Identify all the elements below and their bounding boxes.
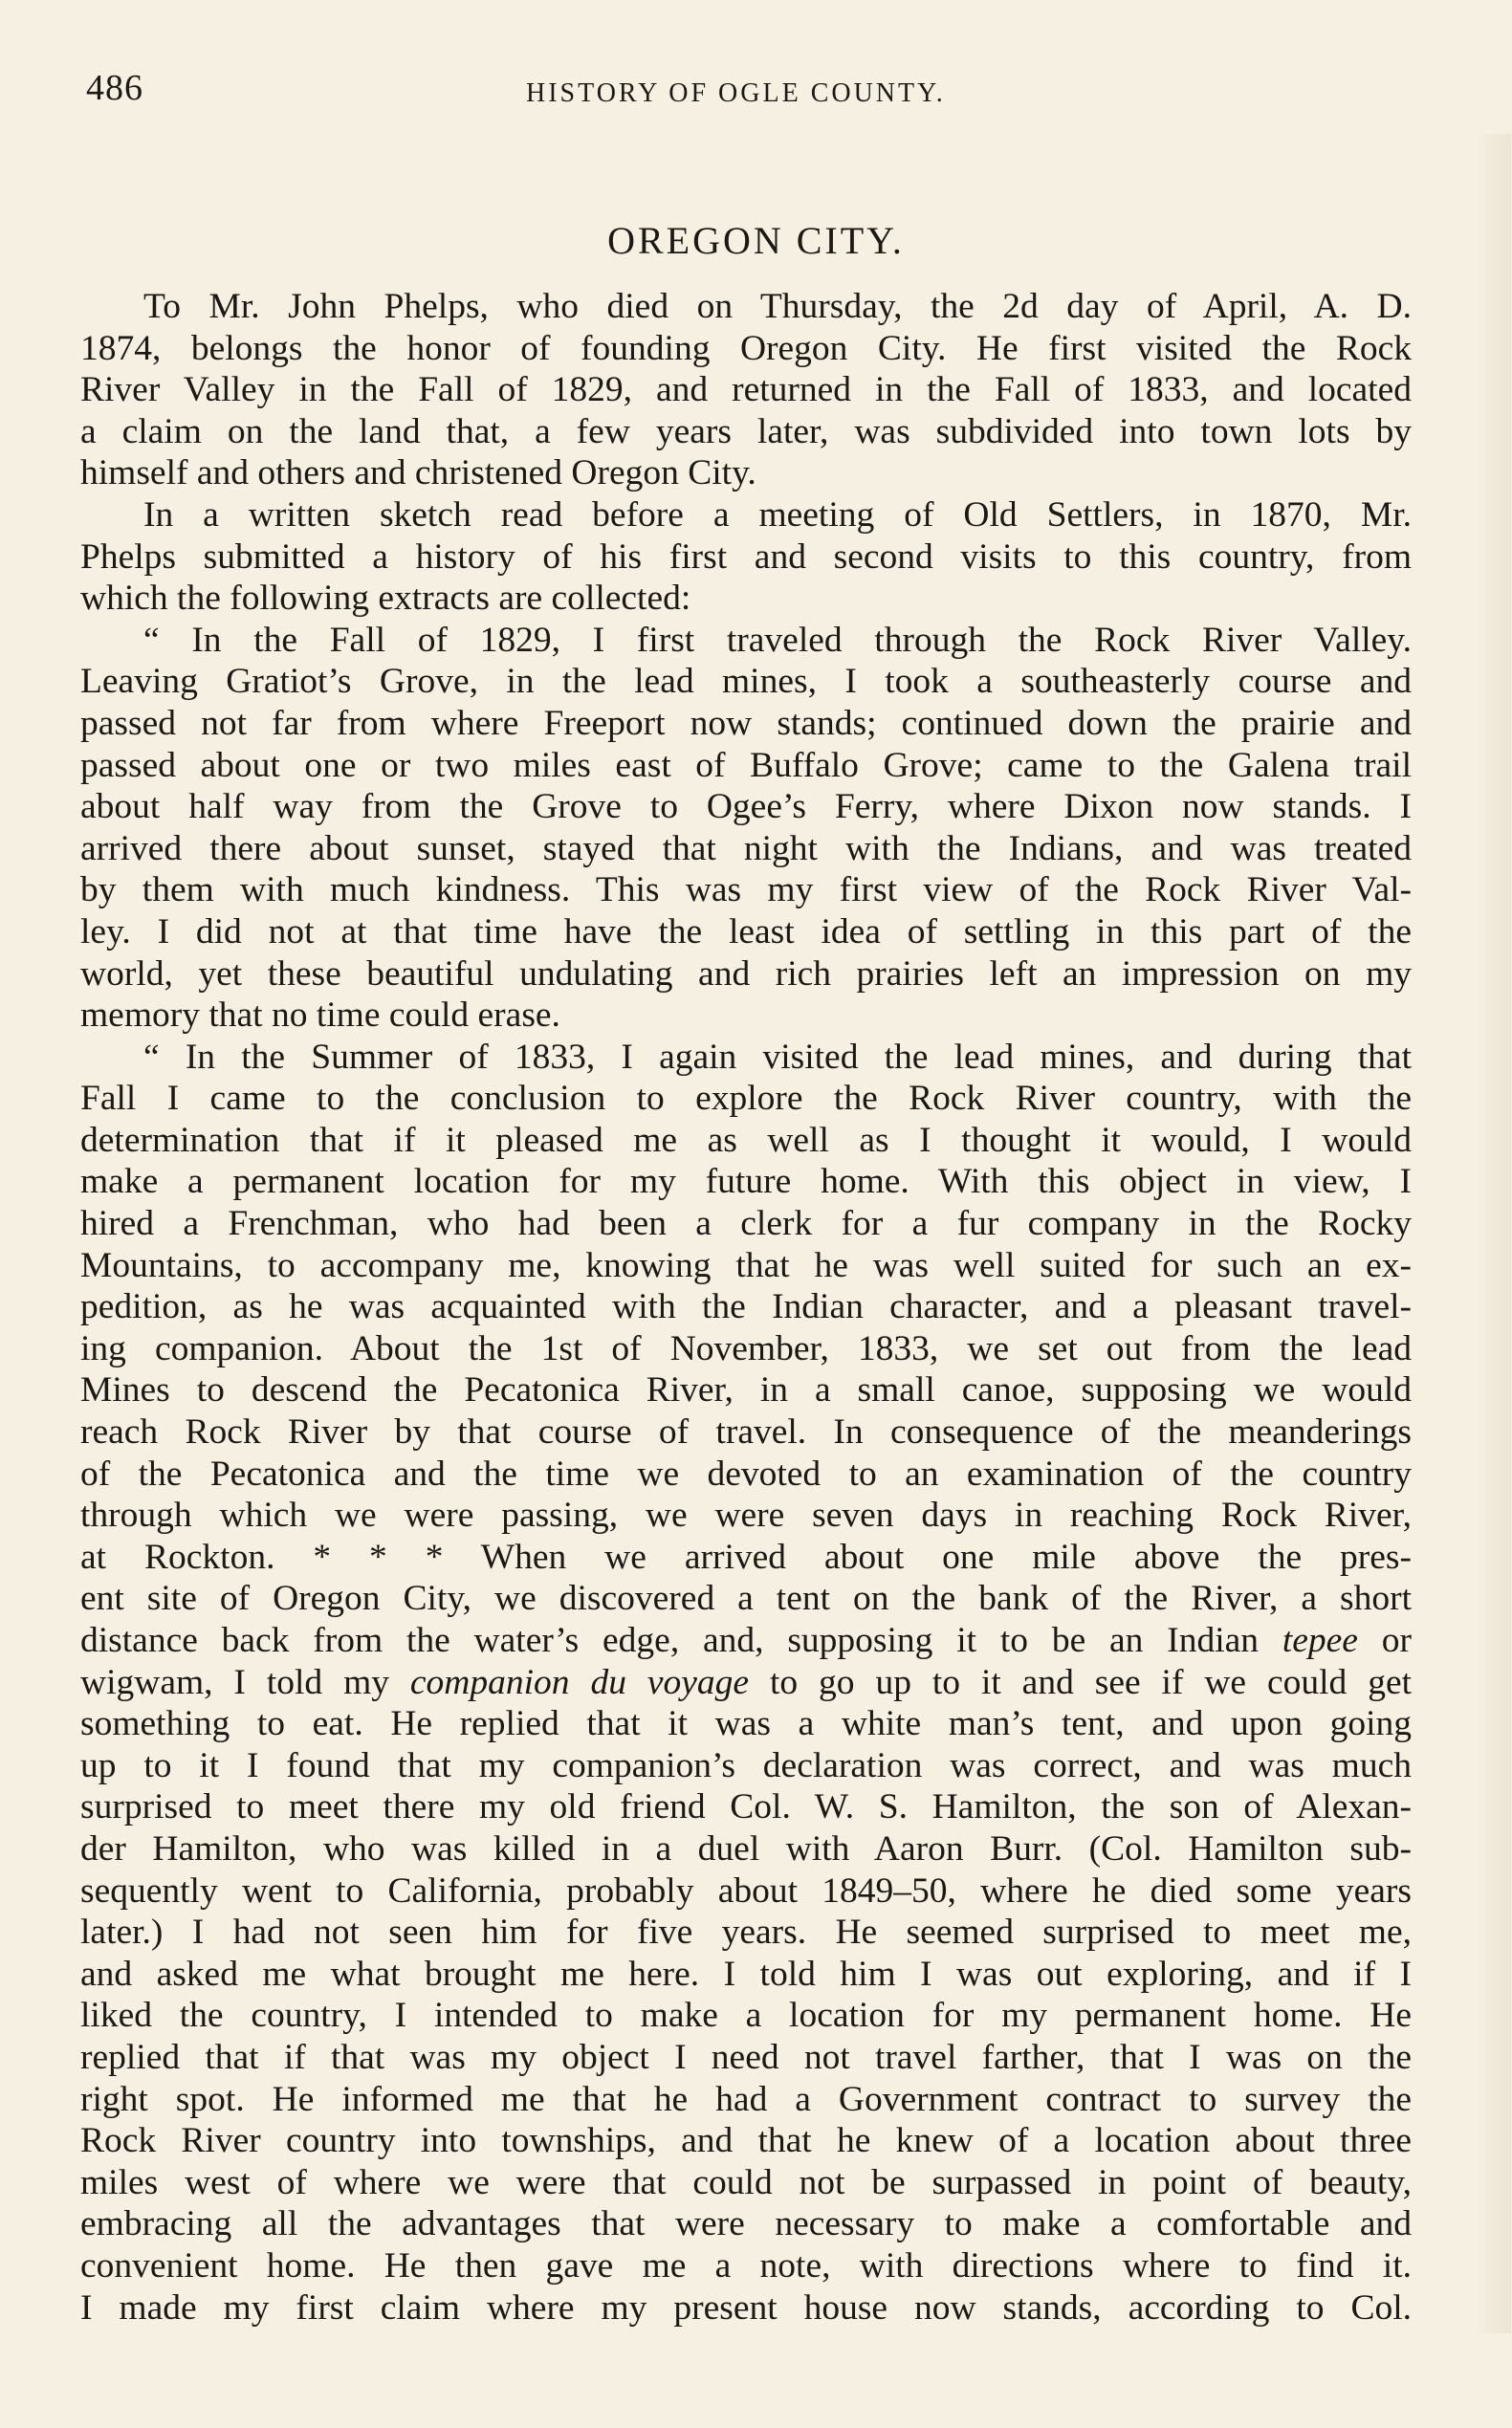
text-line: ent site of Oregon City, we discovered a tent on the bank of the River, a short — [80, 1579, 1412, 1619]
text-line: passed not far from where Freeport now stands; continued down the prairie and — [80, 703, 1412, 743]
text-line — [80, 1662, 1412, 1704]
text-line: To Mr. John Phelps, who died on Thursday, the 2d day of April, A. D. — [143, 287, 1412, 326]
text-line: arrived there about sunset, stayed that night with the Indians, and was treated — [80, 828, 1412, 868]
text-line: right spot. He informed me that he had a Government contract to survey the — [80, 2079, 1412, 2119]
text-segment: distance back from the water’s edge, and, supposing it to be an Indian — [80, 1621, 1282, 1660]
section-title: OREGON CITY. — [607, 219, 905, 262]
italic-text: companion du voyage — [409, 1662, 750, 1702]
text-line: himself and others and christened Oregon City. — [80, 453, 756, 493]
text-line: reach Rock River by that course of travel. In consequence of the meanderings — [80, 1412, 1412, 1453]
body-text — [80, 286, 1412, 2329]
text-line: Mountains, to accompany me, knowing that he was well suited for such an ex- — [80, 1245, 1412, 1285]
text-line: which the following extracts are collected: — [80, 579, 691, 619]
text-line: a claim on the land that, a few years later, was subdivided into town lots by — [80, 411, 1412, 451]
text-line: Rock River country into townships, and that he knew of a location about three — [80, 2121, 1412, 2161]
italic-text: tepee — [1282, 1621, 1358, 1660]
text-line: liked the country, I intended to make a location for my permanent home. He — [80, 1996, 1412, 2036]
text-line: by them with much kindness. This was my first view of the Rock River Val- — [80, 870, 1412, 910]
text-line: surprised to meet there my old friend Col. W. S. Hamilton, the son of Alexan- — [80, 1787, 1412, 1827]
text-line: der Hamilton, who was killed in a duel with Aaron Burr. (Col. Hamilton sub- — [80, 1828, 1412, 1869]
text-line: replied that if that was my object I need not travel farther, that I was on the — [80, 2037, 1412, 2077]
text-segment: or — [1357, 1621, 1412, 1660]
text-line: I made my first claim where my present house now stands, according to Col. — [80, 2287, 1412, 2328]
text-line: later.) I had not seen him for five years. He seemed surprised to meet me, — [80, 1913, 1412, 1953]
text-line: convenient home. He then gave me a note, with directions where to find it. — [80, 2245, 1412, 2286]
text-line: Mines to descend the Pecatonica River, in a small canoe, supposing we would — [80, 1370, 1412, 1411]
text-line: passed about one or two miles east of Buffalo Grove; came to the Galena trail — [80, 745, 1412, 785]
text-line: and asked me what brought me here. I told him I was out exploring, and if I — [80, 1954, 1412, 1994]
text-line: “ In the Fall of 1829, I first traveled through the Rock River Valley. — [143, 620, 1412, 660]
text-line: sequently went to California, probably about 1849–50, where he died some years — [80, 1870, 1412, 1911]
running-head: HISTORY OF OGLE COUNTY. — [526, 78, 946, 108]
text-line: miles west of where we were that could not be surpassed in point of beauty, — [80, 2162, 1412, 2202]
text-line: Leaving Gratiot’s Grove, in the lead mines, I took a southeasterly course and — [80, 662, 1412, 702]
text-segment: wigwam, I told my — [80, 1662, 410, 1702]
text-line: River Valley in the Fall of 1829, and returned in the Fall of 1833, and located — [80, 370, 1412, 410]
text-line: In a written sketch read before a meeting of Old Settlers, in 1870, Mr. — [143, 494, 1412, 535]
text-line: embracing all the advantages that were necessary to make a comfortable and — [80, 2204, 1412, 2244]
text-line: something to eat. He replied that it was a white man’s tent, and upon going — [80, 1704, 1412, 1744]
text-line: about half way from the Grove to Ogee’s Ferry, where Dixon now stands. I — [80, 787, 1412, 827]
text-line: pedition, as he was acquainted with the Indian character, and a pleasant travel- — [80, 1287, 1412, 1327]
text-segment: to go up to it and see if we could get — [749, 1662, 1412, 1702]
text-line: of the Pecatonica and the time we devoted to an examination of the country — [80, 1454, 1412, 1494]
text-line: at Rockton. * * * When we arrived about one mile above the pres- — [80, 1537, 1412, 1577]
text-line: determination that if it pleased me as well as I thought it would, I would — [80, 1120, 1412, 1160]
text-line: “ In the Summer of 1833, I again visited the lead mines, and during that — [143, 1037, 1412, 1077]
page-number: 486 — [86, 68, 143, 108]
page-edge-shading — [1473, 134, 1511, 2333]
text-line: memory that no time could erase. — [80, 995, 560, 1036]
text-line: ley. I did not at that time have the least idea of settling in this part of the — [80, 911, 1412, 952]
text-line: 1874, belongs the honor of founding Oregon City. He first visited the Rock — [80, 328, 1412, 368]
text-line — [80, 1620, 1412, 1662]
text-line: through which we were passing, we were seven days in reaching Rock River, — [80, 1496, 1412, 1536]
text-line: world, yet these beautiful undulating and rich prairies left an impression on my — [80, 953, 1412, 994]
text-line: Fall I came to the conclusion to explore the Rock River country, with the — [80, 1079, 1412, 1119]
text-line: ing companion. About the 1st of November, 1833, we set out from the lead — [80, 1328, 1412, 1368]
text-line: make a permanent location for my future home. With this object in view, I — [80, 1162, 1412, 1202]
text-line: Phelps submitted a history of his first and second visits to this country, from — [80, 536, 1412, 577]
text-line: hired a Frenchman, who had been a clerk for a fur company in the Rocky — [80, 1204, 1412, 1244]
text-line: up to it I found that my companion’s declaration was correct, and was much — [80, 1745, 1412, 1785]
